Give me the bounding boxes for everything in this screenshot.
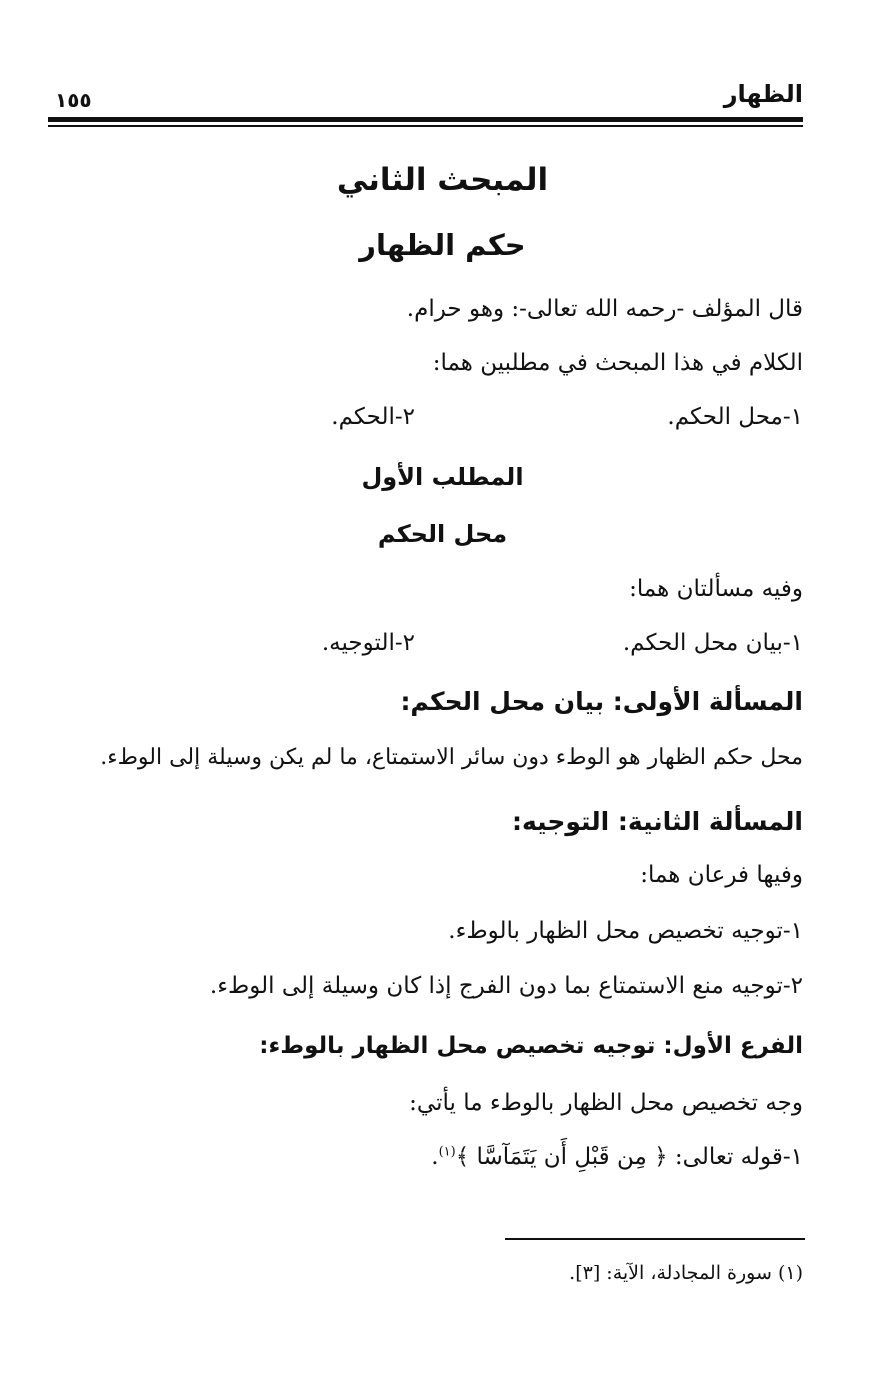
footnote-marker: (١) [438,1144,456,1160]
footnote-separator [505,1238,805,1240]
header-rule-thick [48,117,803,122]
list2-item-2: ٢-التوجيه. [321,630,415,656]
issue2-item-2: ٢-توجيه منع الاستمتاع بما دون الفرج إذا كان وسيلة إلى الوطء. [209,973,803,999]
running-header-title: الظهار [723,80,803,108]
section-title: محل الحكم [377,520,508,548]
chapter-heading: المبحث الثاني [336,162,549,198]
issue2-item-1: ١-توجيه تخصيص محل الظهار بالوطء. [448,918,803,944]
issue1-heading: المسألة الأولى: بيان محل الحكم: [400,687,803,716]
issue2-intro: وفيها فرعان هما: [640,862,803,888]
branch1-item-1-text: ١-قوله تعالى: ﴿ مِن قَبْلِ أَن يَتَمَآسَّا ﴾ [455,1144,803,1170]
section-intro: وفيه مسألتان هما: [629,576,803,602]
branch1-intro: وجه تخصيص محل الظهار بالوطء ما يأتي: [409,1090,803,1116]
author-quote: قال المؤلف -رحمه الله تعالى-: وهو حرام. [406,296,803,322]
issue2-heading: المسألة الثانية: التوجيه: [511,807,803,836]
branch1-heading: الفرع الأول: توجيه تخصيص محل الظهار بالوطء: [259,1033,803,1059]
branch1-item-1-end: . [431,1144,439,1170]
branch1-item-1 [431,1144,803,1170]
list1-item-2: ٢-الحكم. [331,404,415,430]
list1-item-1: ١-محل الحكم. [667,404,803,430]
issue1-text: محل حكم الظهار هو الوطء دون سائر الاستمتاع، ما لم يكن وسيلة إلى الوطء. [100,745,803,770]
chapter-title: حكم الظهار [359,228,526,262]
page-number: ١٥٥ [55,88,92,112]
header-rule-thin [48,125,803,127]
section-heading: المطلب الأول [361,463,524,491]
intro-paragraph: الكلام في هذا المبحث في مطلبين هما: [432,350,803,376]
footnote: (١) سورة المجادلة، الآية: [٣]. [569,1262,803,1284]
list2-item-1: ١-بيان محل الحكم. [622,630,803,656]
